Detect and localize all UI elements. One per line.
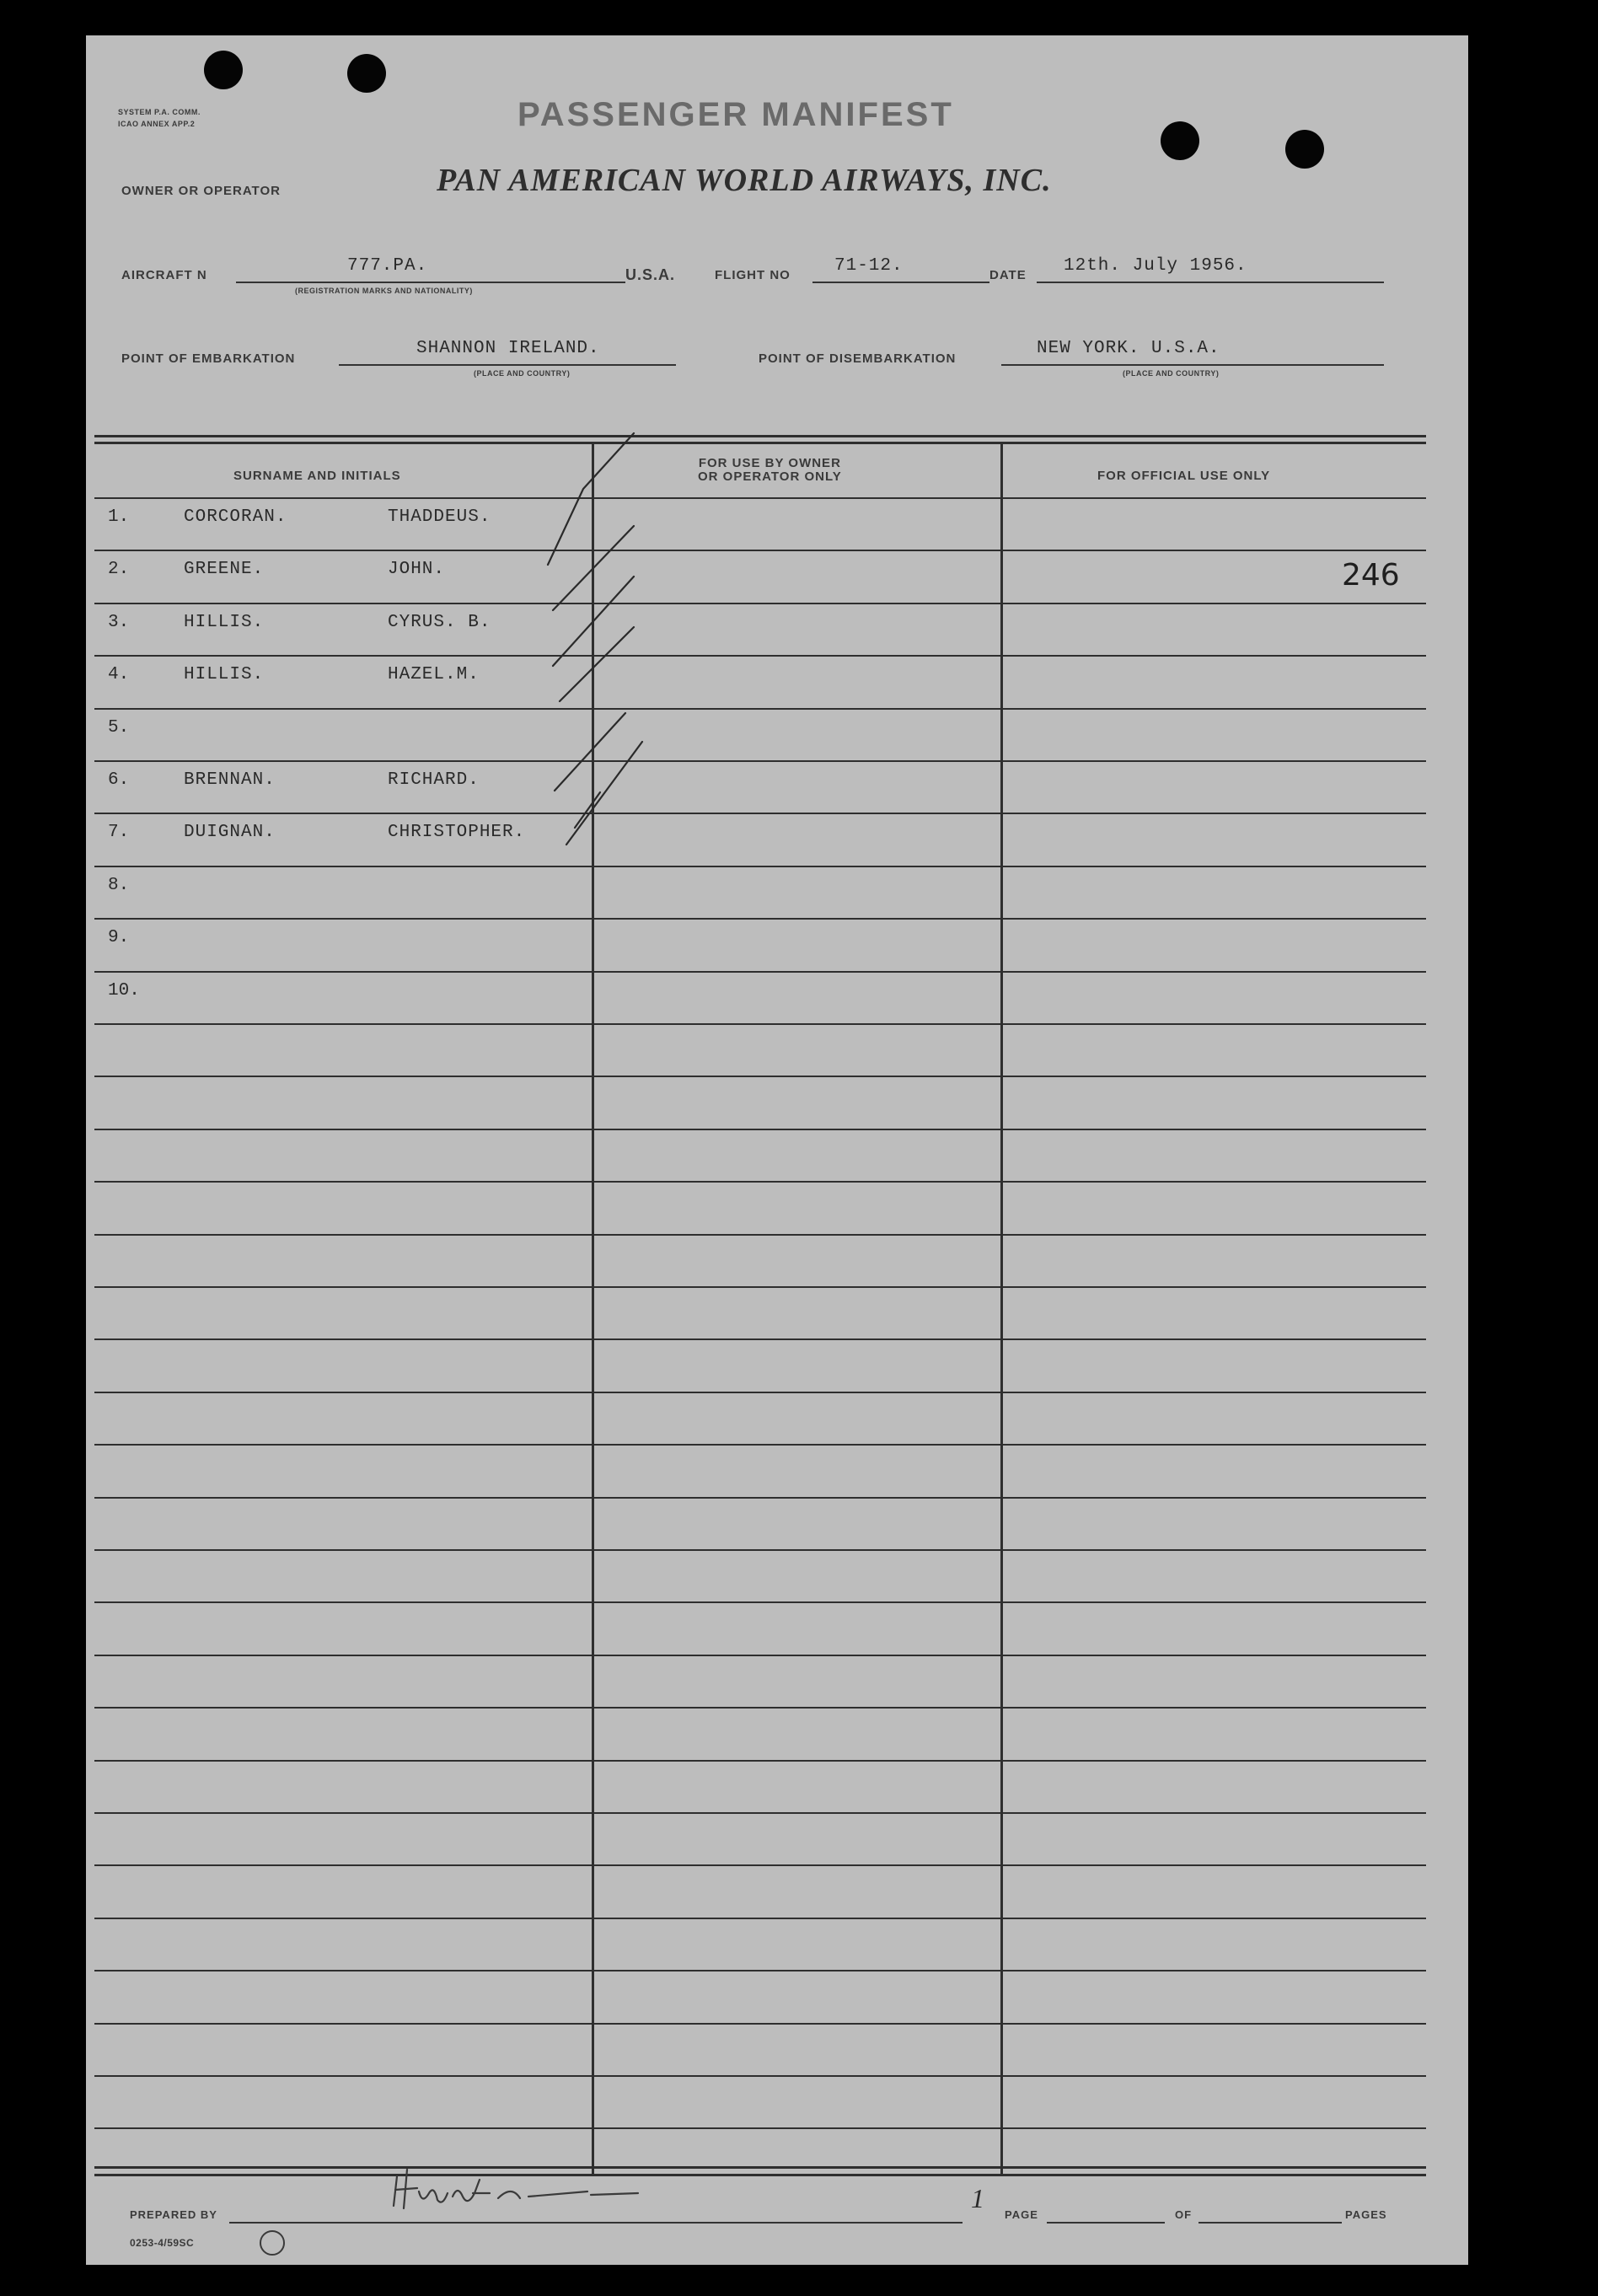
passenger-surname: DUIGNAN. — [184, 823, 276, 842]
row-rule — [94, 866, 1426, 867]
official-note: 246 — [1342, 558, 1400, 593]
owner-label: OWNER OR OPERATOR — [121, 184, 281, 198]
aircraft-label: AIRCRAFT N — [121, 268, 207, 282]
form-number: 0253-4/59SC — [130, 2237, 195, 2249]
of-label: OF — [1175, 2208, 1193, 2221]
signature — [385, 2159, 672, 2227]
row-rule — [94, 1601, 1426, 1603]
prepared-by-label: PREPARED BY — [130, 2208, 217, 2221]
punch-hole — [1285, 130, 1324, 169]
flight-underline — [812, 282, 989, 283]
row-rule — [94, 1338, 1426, 1340]
row-rule — [94, 1812, 1426, 1814]
embarkation-underline — [339, 364, 676, 366]
registration-caption: (REGISTRATION MARKS AND NATIONALITY) — [295, 287, 473, 295]
flight-label: FLIGHT NO — [715, 268, 791, 282]
check-marks — [541, 389, 659, 861]
passenger-given-name: JOHN. — [388, 560, 446, 579]
row-rule — [94, 2127, 1426, 2129]
aircraft-value: 777.PA. — [347, 256, 428, 276]
row-number: 4. — [108, 665, 130, 684]
punch-hole — [347, 54, 386, 93]
passenger-surname: HILLIS. — [184, 613, 265, 632]
of-underline — [1198, 2222, 1342, 2224]
row-rule — [94, 1760, 1426, 1762]
row-number: 7. — [108, 823, 130, 842]
row-rule — [94, 1970, 1426, 1971]
passenger-surname: HILLIS. — [184, 665, 265, 684]
row-rule — [94, 1234, 1426, 1236]
row-rule — [94, 1549, 1426, 1551]
row-rule — [94, 1918, 1426, 1919]
row-rule — [94, 550, 1426, 551]
row-rule — [94, 1392, 1426, 1393]
row-number: 8. — [108, 876, 130, 895]
table-top-rule — [94, 442, 1426, 444]
surname-column-header: SURNAME AND INITIALS — [233, 469, 401, 483]
row-rule — [94, 1655, 1426, 1656]
row-number: 5. — [108, 718, 130, 738]
usa-label: U.S.A. — [625, 266, 676, 283]
row-rule — [94, 2075, 1426, 2077]
punch-hole — [1161, 121, 1199, 160]
row-rule — [94, 1023, 1426, 1025]
row-rule — [94, 1444, 1426, 1446]
disembarkation-label: POINT OF DISEMBARKATION — [759, 351, 957, 366]
row-number: 2. — [108, 560, 130, 579]
official-use-column-header: FOR OFFICIAL USE ONLY — [1097, 469, 1271, 483]
punch-hole — [204, 51, 243, 89]
date-underline — [1037, 282, 1384, 283]
row-rule — [94, 2023, 1426, 2025]
manifest-sheet — [86, 35, 1468, 2265]
row-rule — [94, 497, 1426, 499]
row-rule — [94, 655, 1426, 657]
page-underline — [1047, 2222, 1165, 2224]
row-number: 10. — [108, 981, 140, 1000]
form-code: ICAO ANNEX APP.2 — [118, 120, 196, 128]
passenger-given-name: HAZEL.M. — [388, 665, 480, 684]
row-rule — [94, 1076, 1426, 1077]
owner-value: PAN AMERICAN WORLD AIRWAYS, INC. — [437, 163, 1052, 198]
passenger-surname: GREENE. — [184, 560, 265, 579]
row-number: 9. — [108, 928, 130, 947]
date-value: 12th. July 1956. — [1064, 256, 1247, 276]
row-rule — [94, 918, 1426, 920]
row-rule — [94, 971, 1426, 973]
owner-use-column-header: FOR USE BY OWNER OR OPERATOR ONLY — [698, 456, 842, 484]
row-rule — [94, 1707, 1426, 1709]
passenger-given-name: CYRUS. B. — [388, 613, 491, 632]
row-number: 1. — [108, 507, 130, 527]
row-rule — [94, 1286, 1426, 1288]
flight-value: 71-12. — [834, 256, 904, 276]
table-bottom-rule — [94, 2174, 1426, 2176]
aircraft-underline — [236, 282, 625, 283]
form-code: SYSTEM P.A. COMM. — [118, 108, 201, 116]
passenger-given-name: CHRISTOPHER. — [388, 823, 526, 842]
row-rule — [94, 603, 1426, 604]
page-label: PAGE — [1005, 2208, 1038, 2221]
row-rule — [94, 1864, 1426, 1866]
passenger-given-name: THADDEUS. — [388, 507, 491, 527]
disembarkation-value: NEW YORK. U.S.A. — [1037, 339, 1220, 358]
table-bottom-rule — [94, 2166, 1426, 2169]
embarkation-caption: (PLACE AND COUNTRY) — [474, 369, 571, 378]
row-rule — [94, 708, 1426, 710]
pages-label: PAGES — [1345, 2208, 1387, 2221]
page-title: PASSENGER MANIFEST — [517, 96, 954, 133]
row-rule — [94, 1497, 1426, 1499]
row-number: 3. — [108, 613, 130, 632]
embarkation-label: POINT OF EMBARKATION — [121, 351, 296, 366]
union-label-seal — [260, 2230, 285, 2256]
row-rule — [94, 760, 1426, 762]
row-rule — [94, 813, 1426, 814]
row-number: 6. — [108, 770, 130, 790]
passenger-given-name: RICHARD. — [388, 770, 480, 790]
date-label: DATE — [989, 268, 1027, 282]
disembarkation-caption: (PLACE AND COUNTRY) — [1123, 369, 1220, 378]
disembarkation-underline — [1001, 364, 1384, 366]
row-rule — [94, 1181, 1426, 1183]
passenger-surname: CORCORAN. — [184, 507, 287, 527]
passenger-surname: BRENNAN. — [184, 770, 276, 790]
table-top-rule — [94, 435, 1426, 437]
column-divider — [1000, 442, 1003, 2174]
page-number-value: 1 — [971, 2183, 984, 2213]
row-rule — [94, 1129, 1426, 1130]
embarkation-value: SHANNON IRELAND. — [416, 339, 600, 358]
